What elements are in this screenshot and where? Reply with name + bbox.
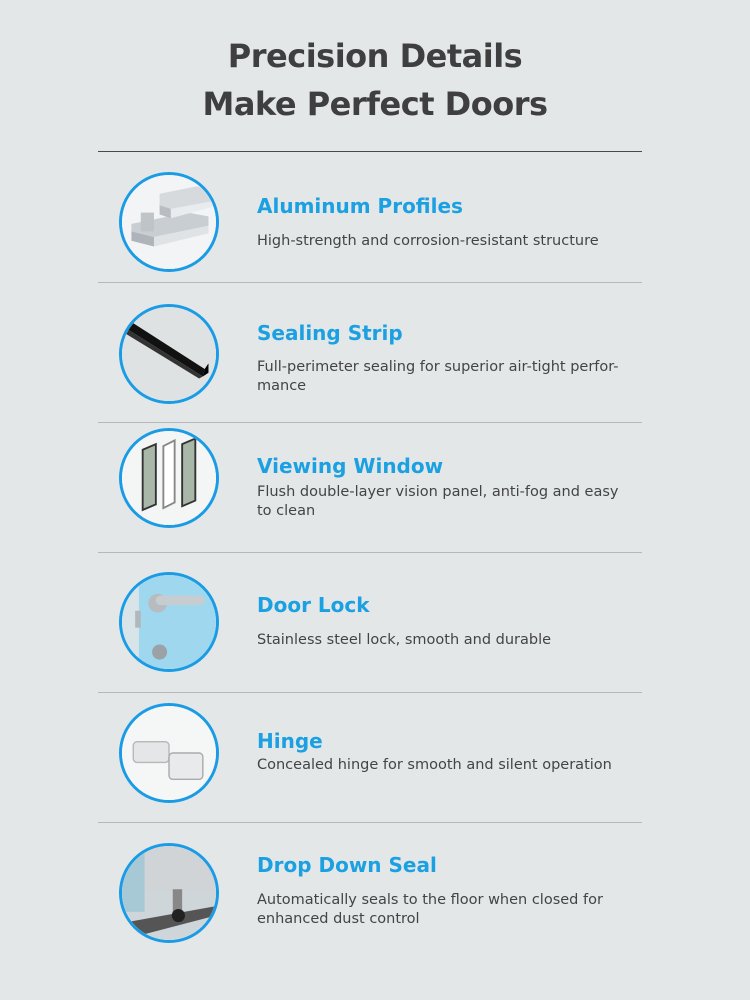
feature-title: Viewing Window	[257, 454, 444, 478]
feature-divider	[98, 692, 642, 693]
header-divider	[98, 151, 642, 152]
page-title-line-1: Precision Details	[227, 37, 523, 75]
sealing-strip-icon	[119, 304, 219, 404]
aluminum-profile-icon	[119, 172, 219, 272]
door-lock-icon	[119, 572, 219, 672]
feature-divider	[98, 282, 642, 283]
feature-divider	[98, 552, 642, 553]
feature-title: Door Lock	[257, 593, 370, 617]
hinge-icon	[119, 703, 219, 803]
feature-title: Drop Down Seal	[257, 853, 437, 877]
feature-description: Stainless steel lock, smooth and durable	[257, 632, 552, 648]
feature-description: High-strength and corrosion-resistant structure	[257, 233, 599, 249]
drop-down-seal-icon	[119, 843, 219, 943]
feature-description: Automatically seals to the floor when closed for enhanced dust control	[257, 892, 603, 927]
feature-title: Sealing Strip	[257, 321, 403, 345]
page-title	[0, 32, 750, 128]
feature-description: Flush double-layer vision panel, anti-fog and easy to clean	[257, 484, 619, 519]
feature-description: Concealed hinge for smooth and silent operation	[257, 757, 612, 773]
viewing-window-icon	[119, 428, 219, 528]
feature-divider	[98, 822, 642, 823]
page-title-line-2: Make Perfect Doors	[202, 85, 548, 123]
feature-title: Aluminum Profiles	[257, 194, 463, 218]
feature-description: Full-perimeter sealing for superior air-tight perfor-mance	[257, 359, 619, 394]
feature-title: Hinge	[257, 729, 323, 753]
feature-divider	[98, 422, 642, 423]
